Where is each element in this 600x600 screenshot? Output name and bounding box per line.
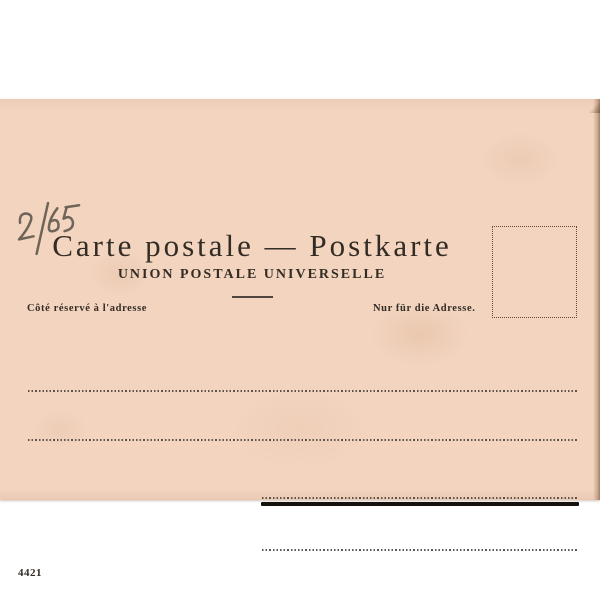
stamp-box — [492, 226, 577, 318]
address-line-1 — [28, 390, 579, 392]
serial-number: 4421 — [18, 567, 42, 579]
card-right-edge — [593, 99, 600, 500]
postcard-subtitle: UNION POSTALE UNIVERSELLE — [117, 267, 387, 282]
postcard — [0, 99, 600, 579]
divider-thick-line — [261, 502, 579, 506]
card-top-right-corner — [586, 99, 600, 113]
subtitle-rule — [232, 296, 273, 298]
address-line-3 — [262, 497, 578, 499]
address-line-4 — [262, 549, 578, 551]
postcard-title: Carte postale — Postkarte — [52, 228, 452, 263]
left-instruction: Côté réservé à l'adresse — [27, 303, 148, 314]
address-line-2 — [28, 439, 578, 441]
right-instruction: Nur für die Adresse. — [373, 303, 476, 314]
